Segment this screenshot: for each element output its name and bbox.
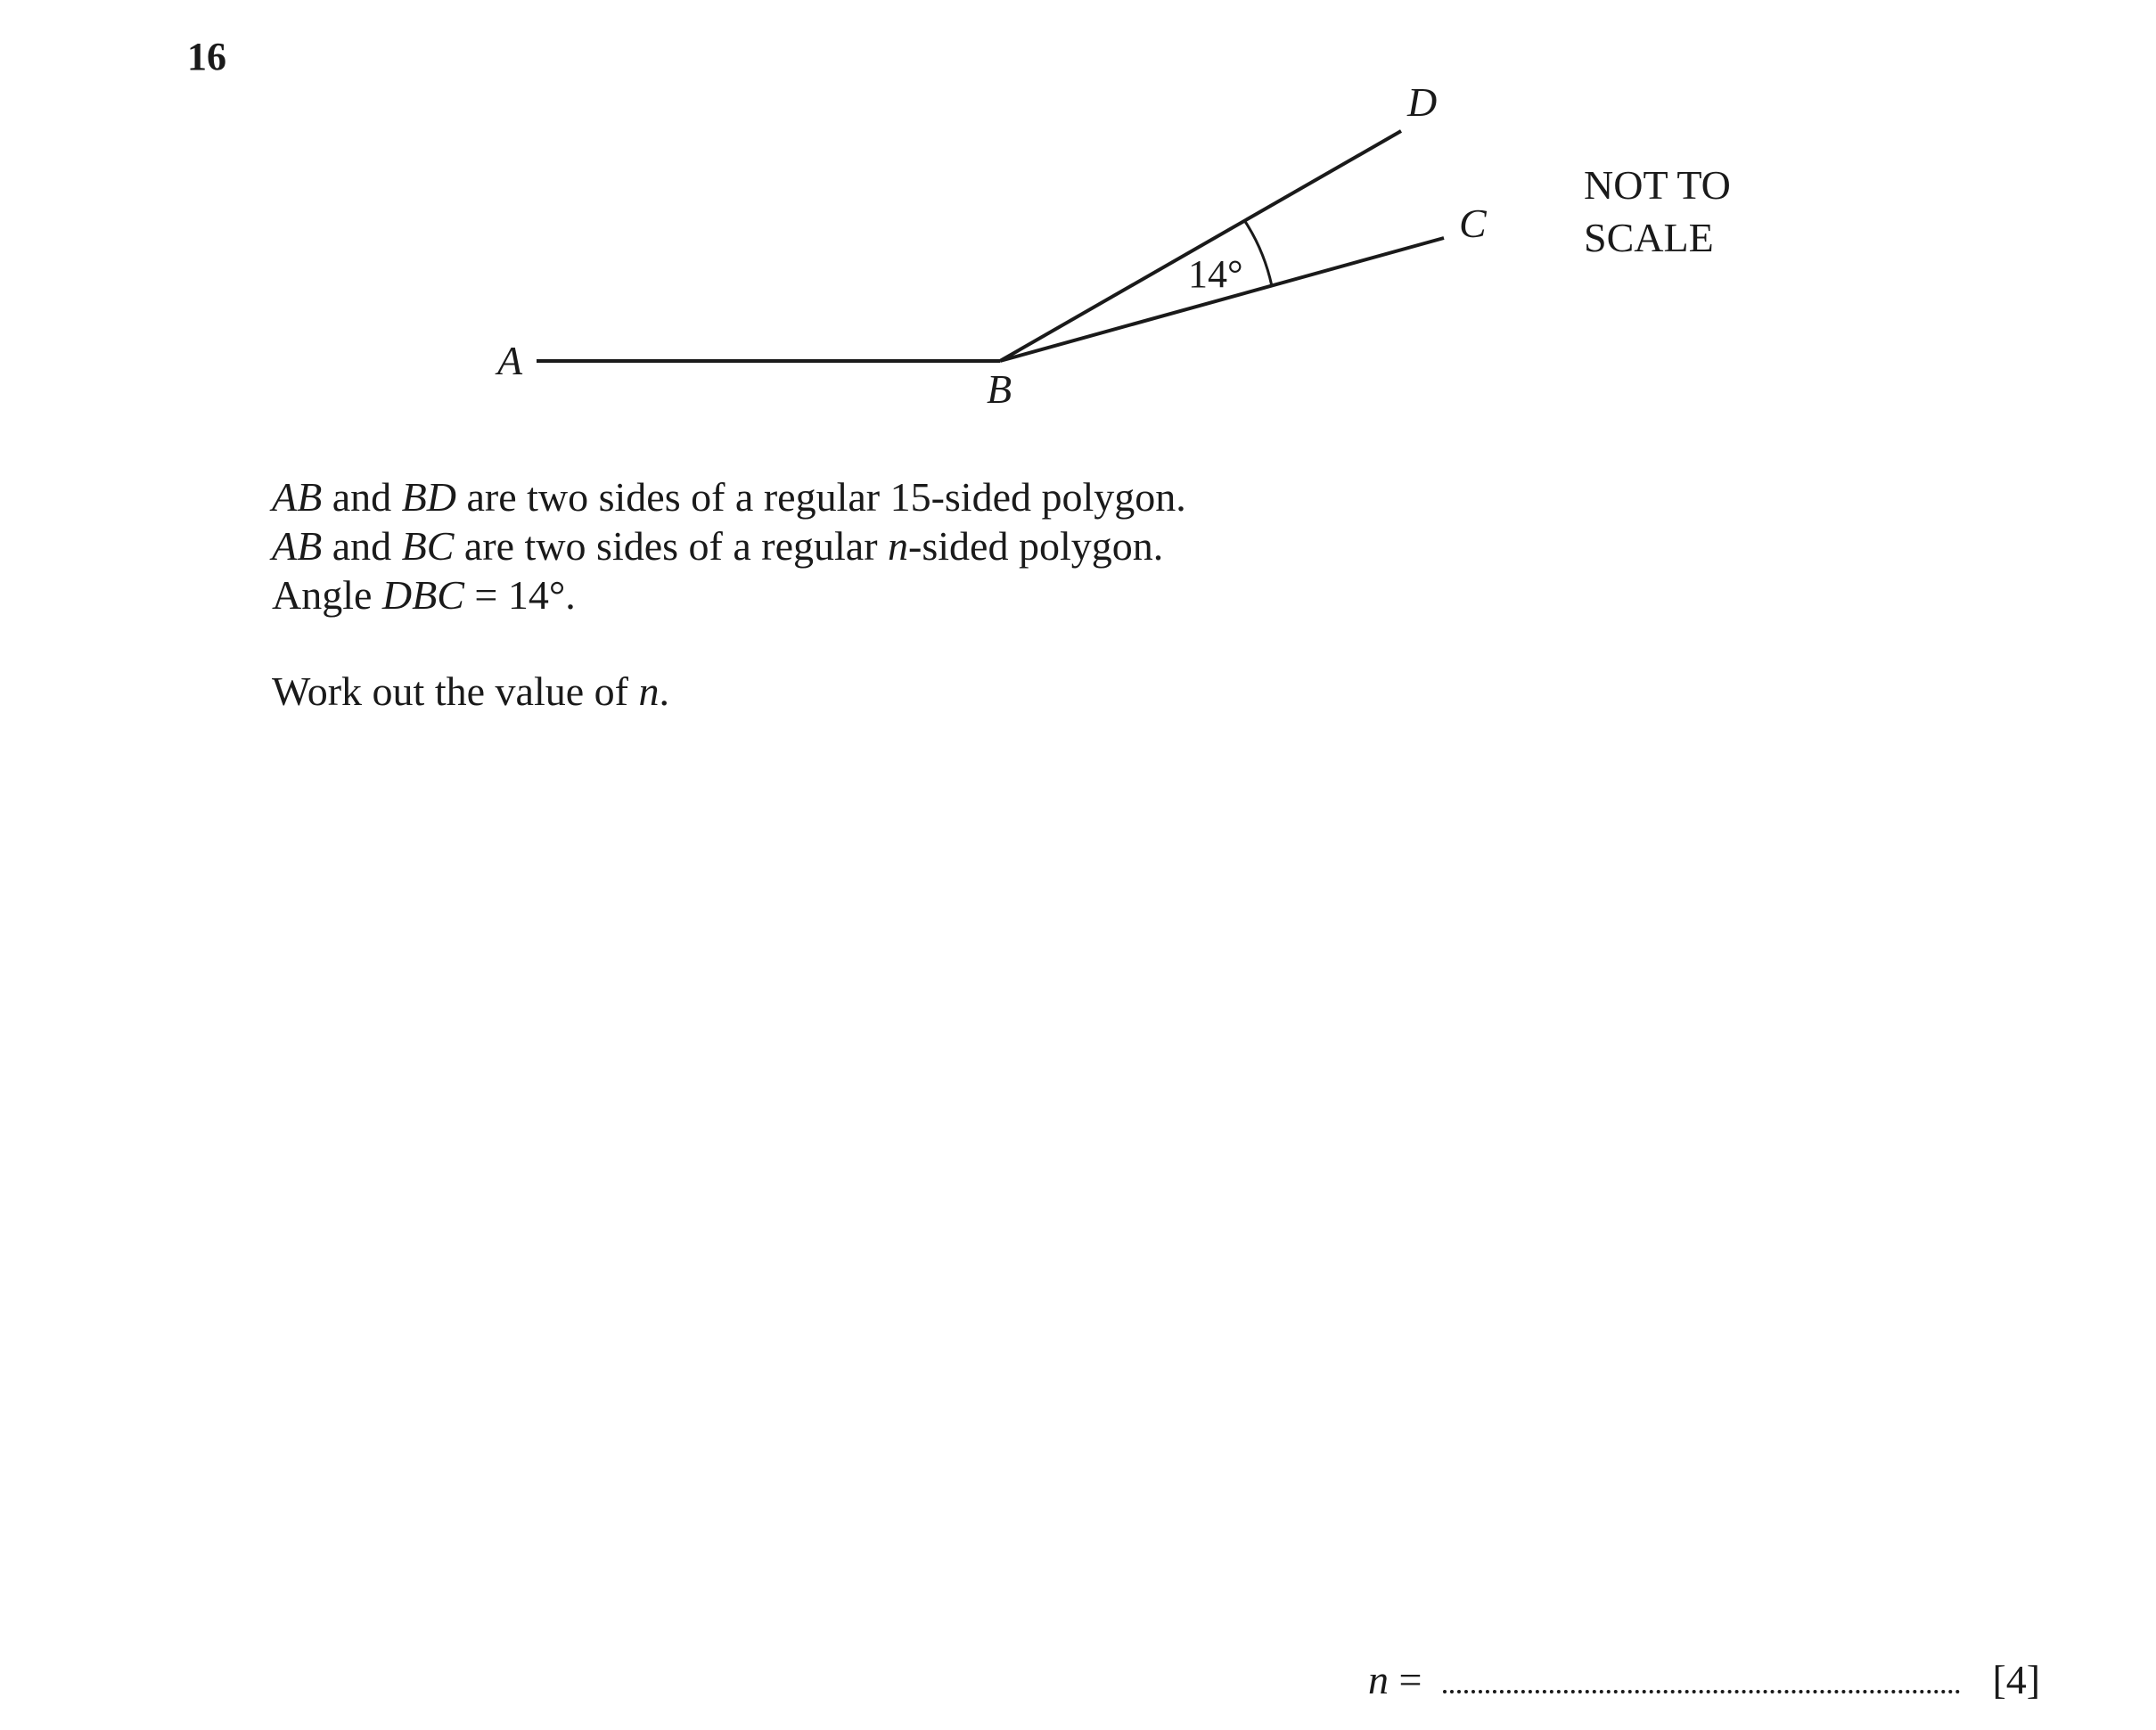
point-label-C: C: [1459, 201, 1487, 246]
marks-label: [4]: [1992, 1657, 2041, 1702]
answer-equals: =: [1389, 1657, 1422, 1702]
stem-line-3: [272, 570, 1186, 619]
angle-arc-DBC: [1244, 220, 1272, 286]
line-BD: [1000, 131, 1401, 361]
point-label-A: A: [497, 338, 523, 383]
point-label-D: D: [1407, 79, 1438, 125]
angle-diagram: [0, 0, 2156, 463]
point-label-B: B: [987, 366, 1012, 412]
answer-row: [1368, 1656, 2040, 1703]
answer-variable: n: [1368, 1657, 1389, 1702]
text-run: are two sides of a regular 15-sided polygon.: [455, 474, 1186, 520]
segment-label: BC: [401, 523, 455, 569]
angle-name: DBC: [381, 572, 464, 618]
segment-label: AB: [272, 523, 323, 569]
segment-label: BD: [401, 474, 456, 520]
answer-line[interactable]: [1443, 1689, 1960, 1693]
question-stem: [272, 472, 1186, 716]
text-run: .: [659, 668, 669, 714]
stem-line-2: [272, 521, 1186, 570]
text-run: = 14°.: [463, 572, 576, 618]
angle-label: 14°: [1188, 252, 1243, 296]
text-run: and: [322, 474, 402, 520]
not-to-scale-line1: NOT TO: [1584, 162, 1731, 208]
stem-line-1: [272, 472, 1186, 521]
segment-label: AB: [272, 474, 323, 520]
question-number: 16: [187, 35, 226, 78]
instruction: [272, 667, 1186, 716]
text-run: -sided polygon.: [908, 523, 1164, 569]
spacer: [272, 619, 1186, 667]
text-run: are two sides of a regular: [454, 523, 889, 569]
text-run: Angle: [272, 572, 382, 618]
not-to-scale-line2: SCALE: [1584, 215, 1714, 260]
variable-n: n: [638, 668, 660, 714]
variable-n: n: [888, 523, 909, 569]
text-run: and: [322, 523, 402, 569]
text-run: Work out the value of: [272, 668, 639, 714]
